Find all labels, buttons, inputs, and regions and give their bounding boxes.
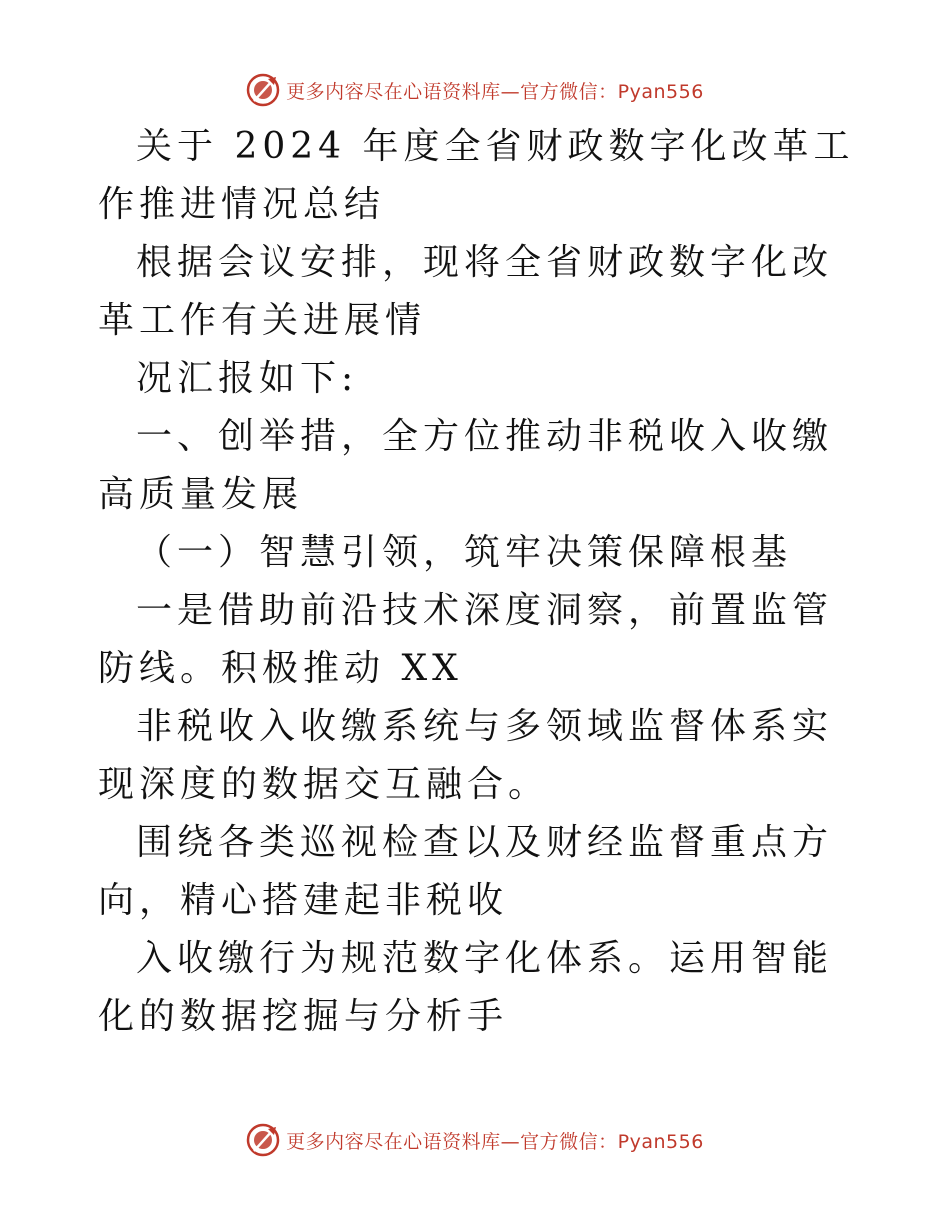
paragraph: 根据会议安排，现将全省财政数字化改革工作有关进展情 xyxy=(98,242,834,341)
footer-watermark-banner xyxy=(0,1120,950,1160)
subsection-heading: （一）智慧引领，筑牢决策保障根基 xyxy=(136,532,793,573)
header-watermark-banner xyxy=(0,70,950,110)
watermark-text: 更多内容尽在心语资料库—官方微信：Pyan556 xyxy=(286,1130,704,1153)
quill-seal-logo-icon xyxy=(246,1123,280,1157)
paragraph: 围绕各类巡视检查以及财经监督重点方向，精心搭建起非税收 xyxy=(98,822,834,921)
paragraph: 况汇报如下: xyxy=(136,358,359,399)
section-heading: 一、创举措，全方位推动非税收入收缴高质量发展 xyxy=(98,416,834,515)
document-title: 关于 2024 年度全省财政数字化改革工作推进情况总结 xyxy=(98,126,855,225)
paragraph: 入收缴行为规范数字化体系。运用智能化的数据挖掘与分析手 xyxy=(98,938,834,1037)
document-body xyxy=(98,118,858,1046)
watermark-text: 更多内容尽在心语资料库—官方微信：Pyan556 xyxy=(286,80,704,103)
paragraph: 非税收入收缴系统与多领域监督体系实现深度的数据交互融合。 xyxy=(98,706,834,805)
paragraph: 一是借助前沿技术深度洞察，前置监管防线。积极推动 XX xyxy=(98,590,834,689)
quill-seal-logo-icon xyxy=(246,73,280,107)
